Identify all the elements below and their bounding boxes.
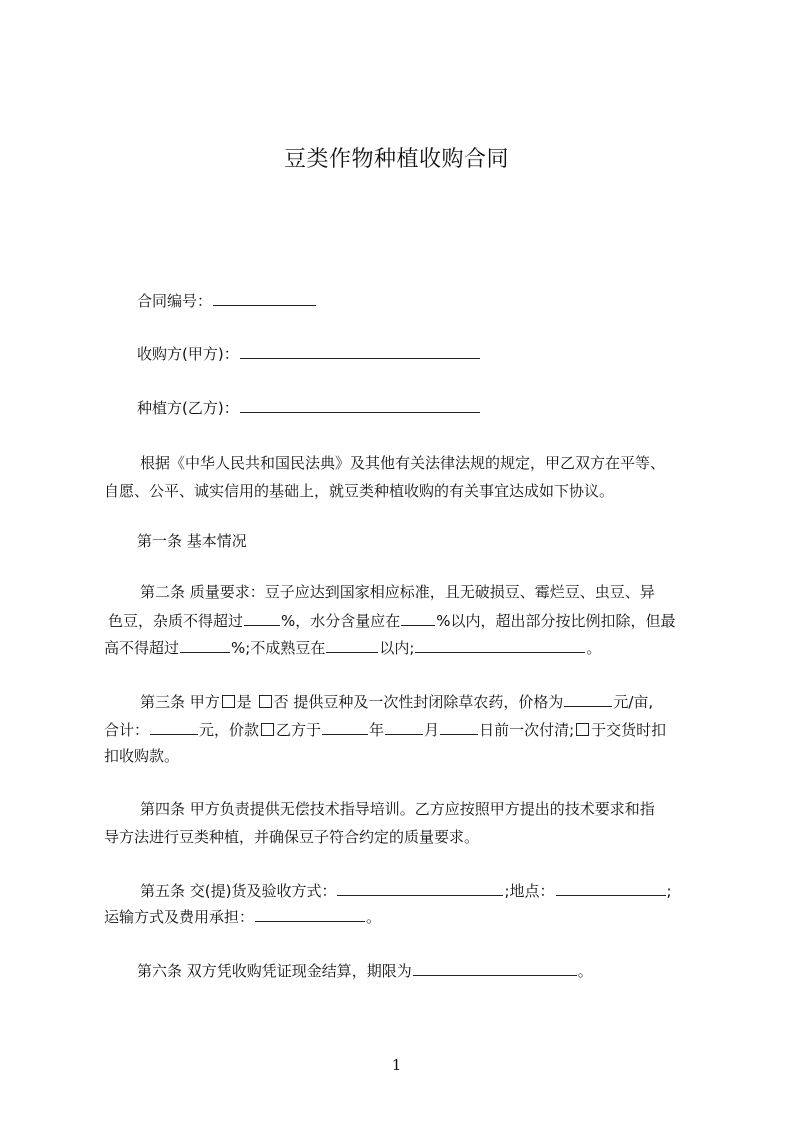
article-5-text: 运输方式及费用承担：	[104, 908, 255, 926]
grower-blank[interactable]	[240, 397, 480, 413]
article-3-text: 于交货时扣	[591, 721, 667, 739]
article-3-text: 年	[369, 721, 385, 739]
buyer-blank[interactable]	[240, 343, 480, 359]
pay-before-date-checkbox[interactable]	[261, 723, 274, 736]
impurity-blank[interactable]	[244, 610, 280, 626]
article-2-text: %;不成熟豆在	[231, 639, 326, 657]
article-6-line-1	[137, 960, 593, 981]
article-5-line-1	[140, 880, 672, 901]
article-5-text: 。	[366, 908, 382, 926]
article-5-text: ;	[666, 882, 672, 900]
price-per-mu-blank[interactable]	[564, 691, 612, 707]
article-1-heading: 第一条 基本情况	[137, 532, 247, 550]
delivery-method-blank[interactable]	[337, 880, 503, 896]
preamble-line-1: 根据《中华人民共和国民法典》及其他有关法律法规的规定，甲乙双方在平等、	[140, 454, 666, 472]
article-2-line-1: 第二条 质量要求：豆子应达到国家相应标准，且无破损豆、霉烂豆、虫豆、异	[140, 583, 655, 601]
buyer-row	[137, 343, 481, 364]
article-3-text: 否 提供豆种及一次性封闭除草农药，价格为	[273, 693, 564, 711]
article-3-line-1	[140, 691, 653, 712]
article-2-text: 以内;	[379, 639, 415, 657]
article-3-text: 合计：	[104, 721, 150, 739]
total-amount-blank[interactable]	[150, 719, 198, 735]
deduct-at-delivery-checkbox[interactable]	[576, 723, 589, 736]
article-6-text: 。	[577, 962, 593, 980]
other-quality-blank[interactable]	[415, 637, 585, 653]
article-2-line-3	[104, 637, 601, 658]
contract-number-blank[interactable]	[213, 290, 316, 306]
grower-label: 种植方(乙方)：	[137, 399, 239, 417]
month-blank[interactable]	[385, 719, 423, 735]
settlement-term-blank[interactable]	[413, 960, 577, 976]
article-3-text: 元，价款	[199, 721, 260, 739]
article-3-text: 是	[236, 693, 257, 711]
article-2-text: 。	[586, 639, 602, 657]
article-5-text: ;地点：	[504, 882, 555, 900]
article-5-text: 第五条 交(提)货及验收方式：	[140, 882, 337, 900]
contract-number-row	[137, 290, 317, 311]
article-3-line-2	[104, 719, 666, 740]
no-checkbox[interactable]	[259, 695, 272, 708]
article-3-text: 月	[424, 721, 440, 739]
article-2-text: %以内，超出部分按比例扣除，但最	[436, 612, 676, 630]
yes-checkbox[interactable]	[222, 695, 235, 708]
article-3-text: 第三条 甲方	[140, 693, 220, 711]
article-3-text: 元/亩,	[613, 693, 654, 711]
preamble-line-2: 自愿、公平、诚实信用的基础上，就豆类种植收购的有关事宜达成如下协议。	[104, 482, 615, 500]
article-6-text: 第六条 双方凭收购凭证现金结算，期限为	[137, 962, 412, 980]
contract-number-label: 合同编号：	[137, 292, 213, 310]
article-2-text: 色豆，杂质不得超过	[108, 612, 244, 630]
document-title: 豆类作物种植收购合同	[283, 147, 509, 172]
page-number: 1	[391, 1056, 402, 1074]
article-3-line-3: 扣收购款。	[104, 747, 180, 765]
article-3-text: 日前一次付清;	[479, 721, 575, 739]
article-2-text: 高不得超过	[104, 639, 180, 657]
article-2-text: %，水分含量应在	[281, 612, 401, 630]
article-3-text: 乙方于	[276, 721, 322, 739]
transport-cost-blank[interactable]	[255, 906, 365, 922]
max-deduction-blank[interactable]	[180, 637, 230, 653]
article-5-line-2	[104, 906, 381, 927]
moisture-blank[interactable]	[401, 610, 435, 626]
immature-bean-blank[interactable]	[326, 637, 378, 653]
year-blank[interactable]	[322, 719, 368, 735]
location-blank[interactable]	[556, 880, 666, 896]
article-4-line-2: 导方法进行豆类种植，并确保豆子符合约定的质量要求。	[104, 828, 480, 846]
buyer-label: 收购方(甲方)：	[137, 345, 239, 363]
article-2-line-2	[108, 610, 676, 631]
article-4-line-1: 第四条 甲方负责提供无偿技术指导培训。乙方应按照甲方提出的技术要求和指	[140, 800, 655, 818]
grower-row	[137, 397, 481, 418]
day-blank[interactable]	[440, 719, 478, 735]
